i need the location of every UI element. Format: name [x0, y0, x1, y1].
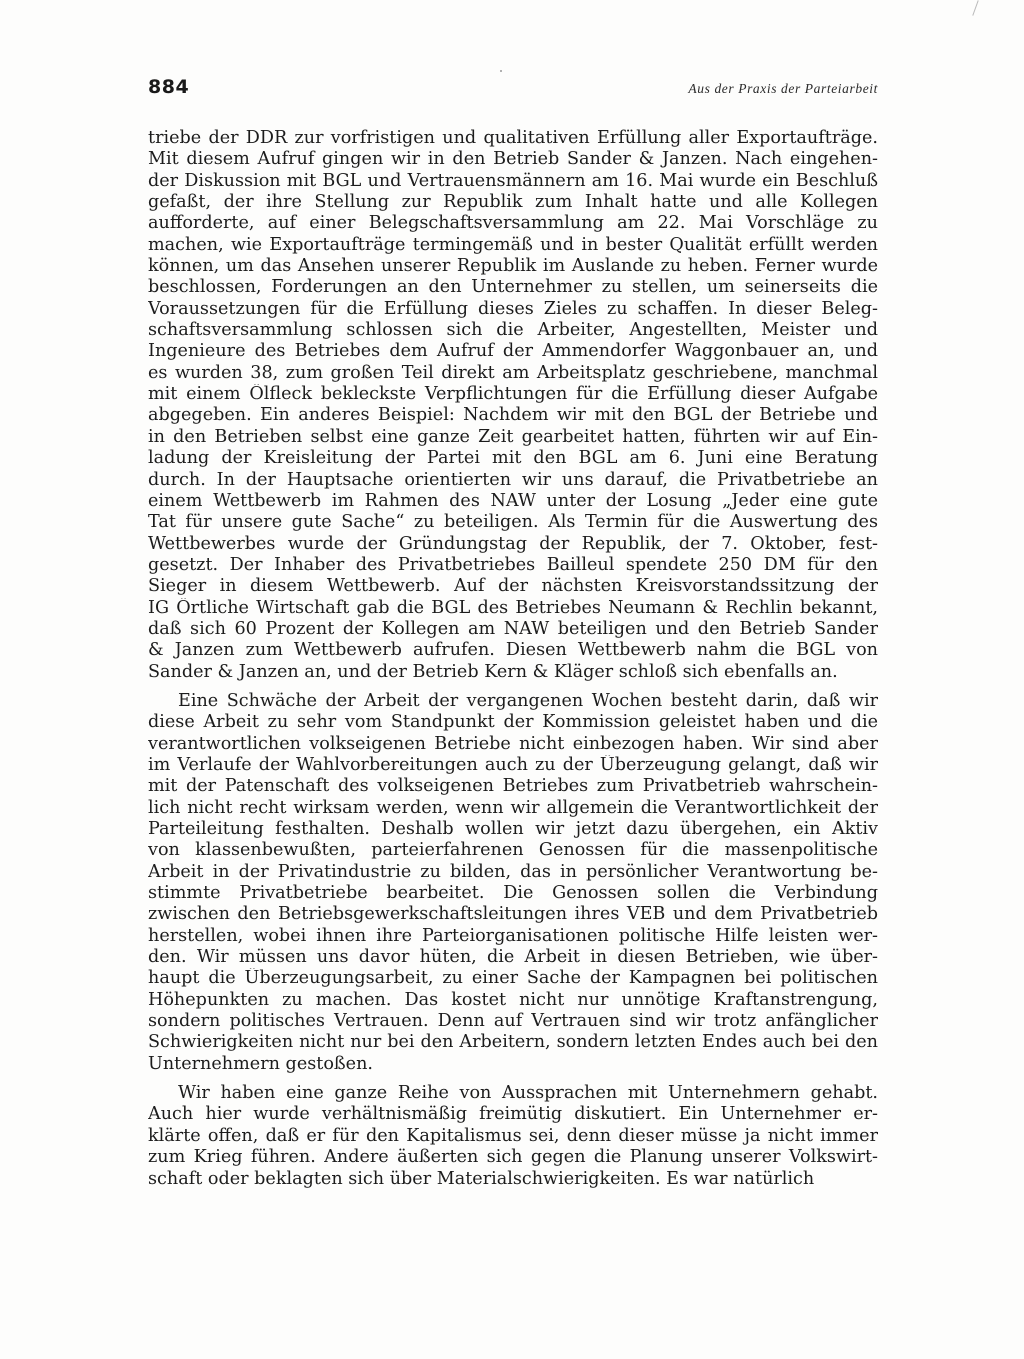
text-line: können, um das Ansehen unserer Republik im Auslande zu heben. Ferner wurde [148, 256, 878, 277]
text-line: im Verlaufe der Wahlvorbereitungen auch zu der Überzeugung gelangt, daß wir [148, 754, 878, 775]
paragraph [148, 1083, 878, 1190]
text-line: stimmte Privatbetriebe bearbeitet. Die Genossen sollen die Verbindung [148, 883, 878, 904]
text-line: klärte offen, daß er für den Kapitalismus sei, denn dieser müsse ja nicht immer [148, 1125, 878, 1146]
text-line: machen, wie Exportaufträge termingemäß und in bester Qualität erfüllt werden [148, 234, 878, 255]
text-line: herstellen, wobei ihnen ihre Parteiorganisationen politische Hilfe leisten wer- [148, 925, 878, 946]
body-text [148, 128, 878, 1190]
text-line: gefaßt, der ihre Stellung zur Republik zum Inhalt hatte und alle Kollegen [148, 192, 878, 213]
paragraph [148, 128, 878, 683]
running-head: Aus der Praxis der Parteiarbeit [688, 81, 878, 96]
text-line: Höhepunkten zu machen. Das kostet nicht nur unnötige Kraftanstrengung, [148, 989, 878, 1010]
text-line: Tat für unsere gute Sache“ zu beteiligen. Als Termin für die Auswertung des [148, 512, 878, 533]
text-line: haupt die Überzeugungsarbeit, zu einer Sache der Kampagnen bei politischen [148, 968, 878, 989]
text-line: Wir haben eine ganze Reihe von Aussprachen mit Unternehmern gehabt. [178, 1083, 878, 1104]
text-line: Schwierigkeiten nicht nur bei den Arbeitern, sondern letzten Endes auch bei den [148, 1032, 878, 1053]
text-line: mit der Patenschaft des volkseigenen Betriebes zum Privatbetrieb wahrschein- [148, 776, 878, 797]
text-line: beschlossen, Forderungen an den Unternehmer zu stellen, um seinerseits die [148, 277, 878, 298]
text-line: lich nicht recht wirksam werden, wenn wir allgemein die Verantwortlichkeit der [148, 797, 878, 818]
text-line: es wurden 38, zum großen Teil direkt am Arbeitsplatz geschriebene, manchmal [148, 362, 878, 383]
text-line: Sander & Janzen an, und der Betrieb Kern & Kläger schloß sich ebenfalls an. [148, 661, 838, 682]
text-line: zum Krieg führen. Andere äußerten sich gegen die Planung unserer Volkswirt- [148, 1147, 878, 1168]
text-line: Parteileitung festhalten. Deshalb wollen wir jetzt dazu übergehen, ein Aktiv [148, 819, 878, 839]
text-line: gesetzt. Der Inhaber des Privatbetriebes Bailleul spendete 250 DM für den [148, 554, 878, 575]
text-line: schaftsversammlung schlossen sich die Arbeiter, Angestellten, Meister und [148, 320, 878, 341]
text-line: ladung der Kreisleitung der Partei mit den BGL am 6. Juni eine Beratung [148, 448, 878, 469]
text-line: daß sich 60 Prozent der Kollegen am NAW beteiligen und den Betrieb Sander [148, 618, 878, 639]
text-line: diese Arbeit zu sehr vom Standpunkt der Kommission geleistet haben und die [148, 712, 878, 733]
text-line: schaft oder beklagten sich über Materialschwierigkeiten. Es war natürlich [148, 1168, 815, 1189]
text-line: Auch hier wurde verhältnismäßig freimütig diskutiert. Ein Unternehmer er- [148, 1104, 878, 1125]
text-line: Unternehmern gestoßen. [148, 1053, 374, 1074]
text-line: Sieger in diesem Wettbewerb. Auf der nächsten Kreisvorstandssitzung der [148, 576, 878, 597]
paragraph [148, 691, 878, 1075]
page-number: 884 [148, 76, 190, 98]
text-line: abgegeben. Ein anderes Beispiel: Nachdem wir mit den BGL der Betriebe und [148, 405, 878, 426]
text-line: Arbeit in der Privatindustrie zu bilden, das in persönlicher Verantwortung be- [148, 861, 878, 882]
text-line: triebe der DDR zur vorfristigen und qualitativen Erfüllung aller Exportaufträge. [148, 128, 878, 148]
text-line: Mit diesem Aufruf gingen wir in den Betrieb Sander & Janzen. Nach eingehen- [148, 149, 878, 170]
text-line: einem Wettbewerb im Rahmen des NAW unter der Losung „Jeder eine gute [148, 490, 878, 511]
text-line: Wettbewerbes wurde der Gründungstag der Republik, der 7. Oktober, fest- [148, 533, 878, 554]
text-line: von klassenbewußten, parteierfahrenen Genossen für die massenpolitische [148, 840, 878, 861]
text-line: in den Betrieben selbst eine ganze Zeit gearbeitet hatten, führten wir auf Ein- [148, 426, 878, 447]
text-line: den. Wir müssen uns davor hüten, die Arbeit in diesen Betrieben, wie über- [148, 947, 878, 968]
text-line: verantwortlichen volkseigenen Betriebe nicht einbezogen haben. Wir sind aber [148, 733, 878, 754]
text-line: Ingenieure des Betriebes dem Aufruf der Ammendorfer Waggonbauer an, und [148, 341, 878, 362]
text-line: IG Örtliche Wirtschaft gab die BGL des Betriebes Neumann & Rechlin bekannt, [148, 597, 878, 618]
text-line: sondern politisches Vertrauen. Denn auf Vertrauen sind wir trotz anfänglicher [148, 1011, 878, 1032]
text-line: aufforderte, auf einer Belegschaftsversammlung am 22. Mai Vorschläge zu [148, 213, 878, 234]
page-header [148, 76, 878, 100]
text-line: Voraussetzungen für die Erfüllung dieses Zieles zu schaffen. In dieser Beleg- [148, 298, 878, 319]
text-line: Eine Schwäche der Arbeit der vergangenen Wochen besteht darin, daß wir [178, 690, 878, 711]
scan-dot [500, 70, 502, 72]
scan-mark [972, 0, 978, 15]
text-line: zwischen den Betriebsgewerkschaftsleitungen ihres VEB und dem Privatbetrieb [148, 904, 878, 925]
text-line: & Janzen zum Wettbewerb aufrufen. Diesen Wettbewerb nahm die BGL von [148, 640, 878, 661]
text-line: mit einem Ölfleck bekleckste Verpflichtungen für die Erfüllung dieser Aufgabe [148, 384, 878, 405]
text-line: der Diskussion mit BGL und Vertrauensmännern am 16. Mai wurde ein Beschluß [148, 170, 878, 191]
text-line: durch. In der Hauptsache orientierten wir uns darauf, die Privatbetriebe an [148, 469, 878, 490]
